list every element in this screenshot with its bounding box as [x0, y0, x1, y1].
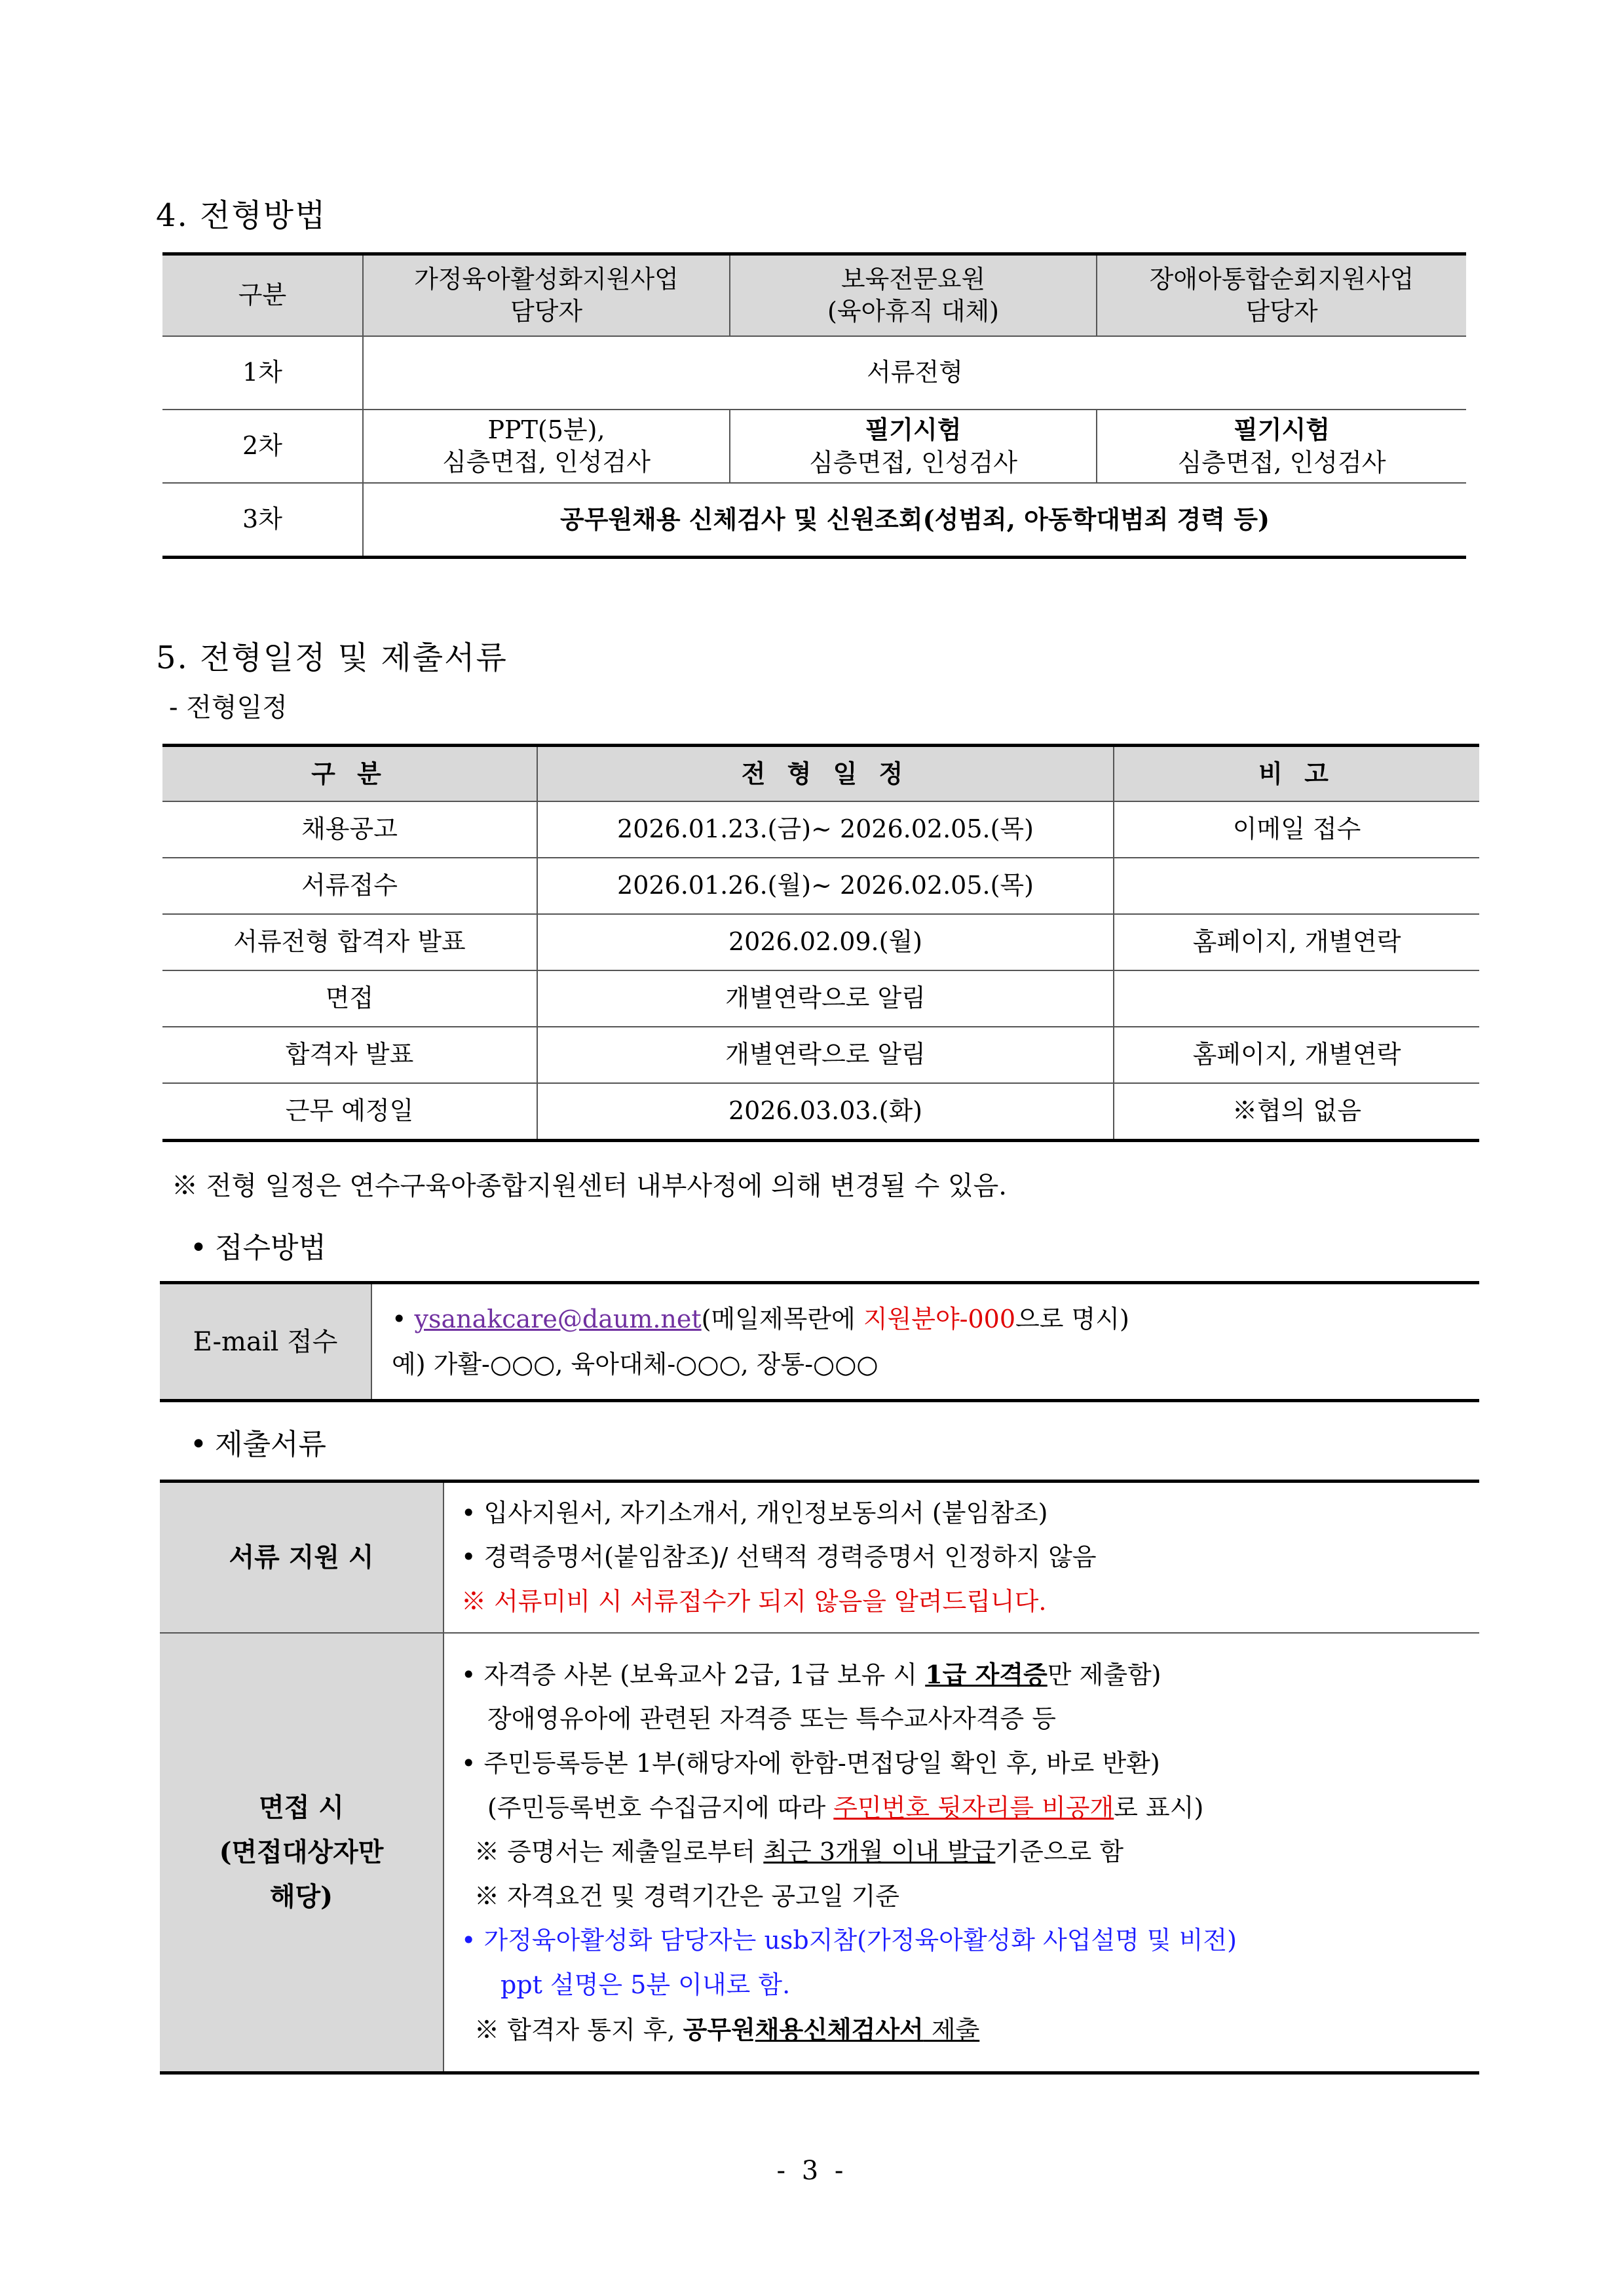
- schedule-date: 2026.01.26.(월)~ 2026.02.05.(목): [537, 858, 1114, 914]
- apply-method-table: [160, 1281, 1479, 1402]
- docs-application-label: 서류 지원 시: [160, 1482, 444, 1634]
- schedule-subheading: - 전형일정: [169, 693, 288, 723]
- apply-content: • ysanakcare@daum.net(메일제목란에 지원분야-000으로 명시) 예) 가활-○○○, 육아대체-○○○, 장통-○○○: [392, 1305, 1129, 1379]
- schedule-remark: 홈페이지, 개별연락: [1114, 1027, 1479, 1083]
- table-row: [162, 483, 1466, 558]
- stage-cell: 필기시험 심층면접, 인성검사: [1097, 410, 1466, 483]
- selection-method-table: [162, 252, 1466, 559]
- stage-value: 서류전형: [363, 336, 1466, 410]
- section5-title: 5. 전형일정 및 제출서류: [156, 640, 508, 676]
- schedule-date: 2026.01.23.(금)~ 2026.02.05.(목): [537, 801, 1114, 858]
- docs-application-content: • 입사지원서, 자기소개서, 개인정보동의서 (붙임참조) • 경력증명서(붙임참조)/ 선택적 경력증명서 인정하지 않음 ※ 서류미비 시 서류접수가 되지 않음을 알려드립니다.: [444, 1482, 1479, 1634]
- schedule-date: 개별연락으로 알림: [537, 1027, 1114, 1083]
- schedule-remark: ※협의 없음: [1114, 1083, 1479, 1141]
- schedule-date: 개별연락으로 알림: [537, 970, 1114, 1027]
- table-row: [160, 1633, 1479, 2073]
- schedule-item: 채용공고: [162, 801, 537, 858]
- schedule-date: 2026.02.09.(월): [537, 914, 1114, 970]
- header-remarks: 비 고: [1114, 746, 1479, 802]
- table-header-row: [162, 746, 1479, 802]
- stage-cell: 필기시험 심층면접, 인성검사: [730, 410, 1097, 483]
- stage-label: 2차: [162, 410, 363, 483]
- apply-email-link[interactable]: ysanakcare@daum.net: [414, 1305, 702, 1334]
- schedule-date: 2026.03.03.(화): [537, 1083, 1114, 1141]
- table-row: [162, 1027, 1479, 1083]
- table-row: [160, 1283, 1479, 1401]
- table-row: [162, 801, 1479, 858]
- schedule-remark: [1114, 970, 1479, 1027]
- schedule-item: 서류접수: [162, 858, 537, 914]
- schedule-item: 면접: [162, 970, 537, 1027]
- table-row: [162, 410, 1466, 483]
- table-row: [162, 970, 1479, 1027]
- table-header-row: [162, 254, 1466, 337]
- stage-label: 3차: [242, 505, 282, 534]
- documents-heading: • 제출서류: [190, 1428, 327, 1461]
- header-disability-integration: 장애아통합순회지원사업 담당자: [1097, 254, 1466, 337]
- schedule-remark: 홈페이지, 개별연락: [1114, 914, 1479, 970]
- schedule-remark: 이메일 접수: [1114, 801, 1479, 858]
- schedule-item: 근무 예정일: [285, 1096, 414, 1126]
- schedule-item: 합격자 발표: [162, 1027, 537, 1083]
- table-row: [162, 858, 1479, 914]
- schedule-remark: [1114, 858, 1479, 914]
- header-schedule: 전 형 일 정: [537, 746, 1114, 802]
- stage-value: 공무원채용 신체검사 및 신원조회(성범죄, 아동학대범죄 경력 등): [363, 483, 1466, 558]
- stage-label: 1차: [162, 336, 363, 410]
- table-row: [160, 1482, 1479, 1634]
- schedule-table: [162, 744, 1479, 1142]
- docs-interview-label: 면접 시 (면접대상자만 해당): [160, 1633, 444, 2073]
- table-row: [162, 1083, 1479, 1141]
- schedule-note: ※ 전형 일정은 연수구육아종합지원센터 내부사정에 의해 변경될 수 있음.: [172, 1171, 1007, 1201]
- header-childcare-specialist: 보육전문요원 (육아휴직 대체): [730, 254, 1097, 337]
- section4-title: 4. 전형방법: [156, 197, 327, 234]
- header-category: 구 분: [162, 746, 537, 802]
- page-number: - 3 -: [776, 2156, 848, 2186]
- documents-table: [160, 1480, 1479, 2075]
- stage-cell: PPT(5분), 심층면접, 인성검사: [363, 410, 730, 483]
- schedule-item: 서류전형 합격자 발표: [162, 914, 537, 970]
- header-category: 구분: [162, 254, 363, 337]
- header-home-childcare: 가정육아활성화지원사업 담당자: [363, 254, 730, 337]
- docs-interview-content: • 자격증 사본 (보육교사 2급, 1급 보유 시 1급 자격증만 제출함) 장애영유아에 관련된 자격증 또는 특수교사자격증 등 • 주민등록등본 1부(해당자에 한함-면접당일 확인 후, 바로 반환) (주민등록번호 수집금지에 따라 주민번호 뒷자리를 비공개로 표시) ※ 증명서는 제출일로부터 최근 3개월 이내 발급기준으로 함 ※ 자격요건 및 경력기간은 공고일 기준 • 가정육아활성화 담당자는 usb지참(가정육아활성화 사업설명 및 비전) ppt 설명은 5분 이내로 함. ※ 합격자 통지 후, 공무원채용신체검사서 제출: [461, 1659, 1237, 2044]
- apply-label: E-mail 접수: [160, 1283, 371, 1401]
- table-row: [162, 914, 1479, 970]
- apply-method-heading: • 접수방법: [190, 1231, 327, 1265]
- table-row: [162, 336, 1466, 410]
